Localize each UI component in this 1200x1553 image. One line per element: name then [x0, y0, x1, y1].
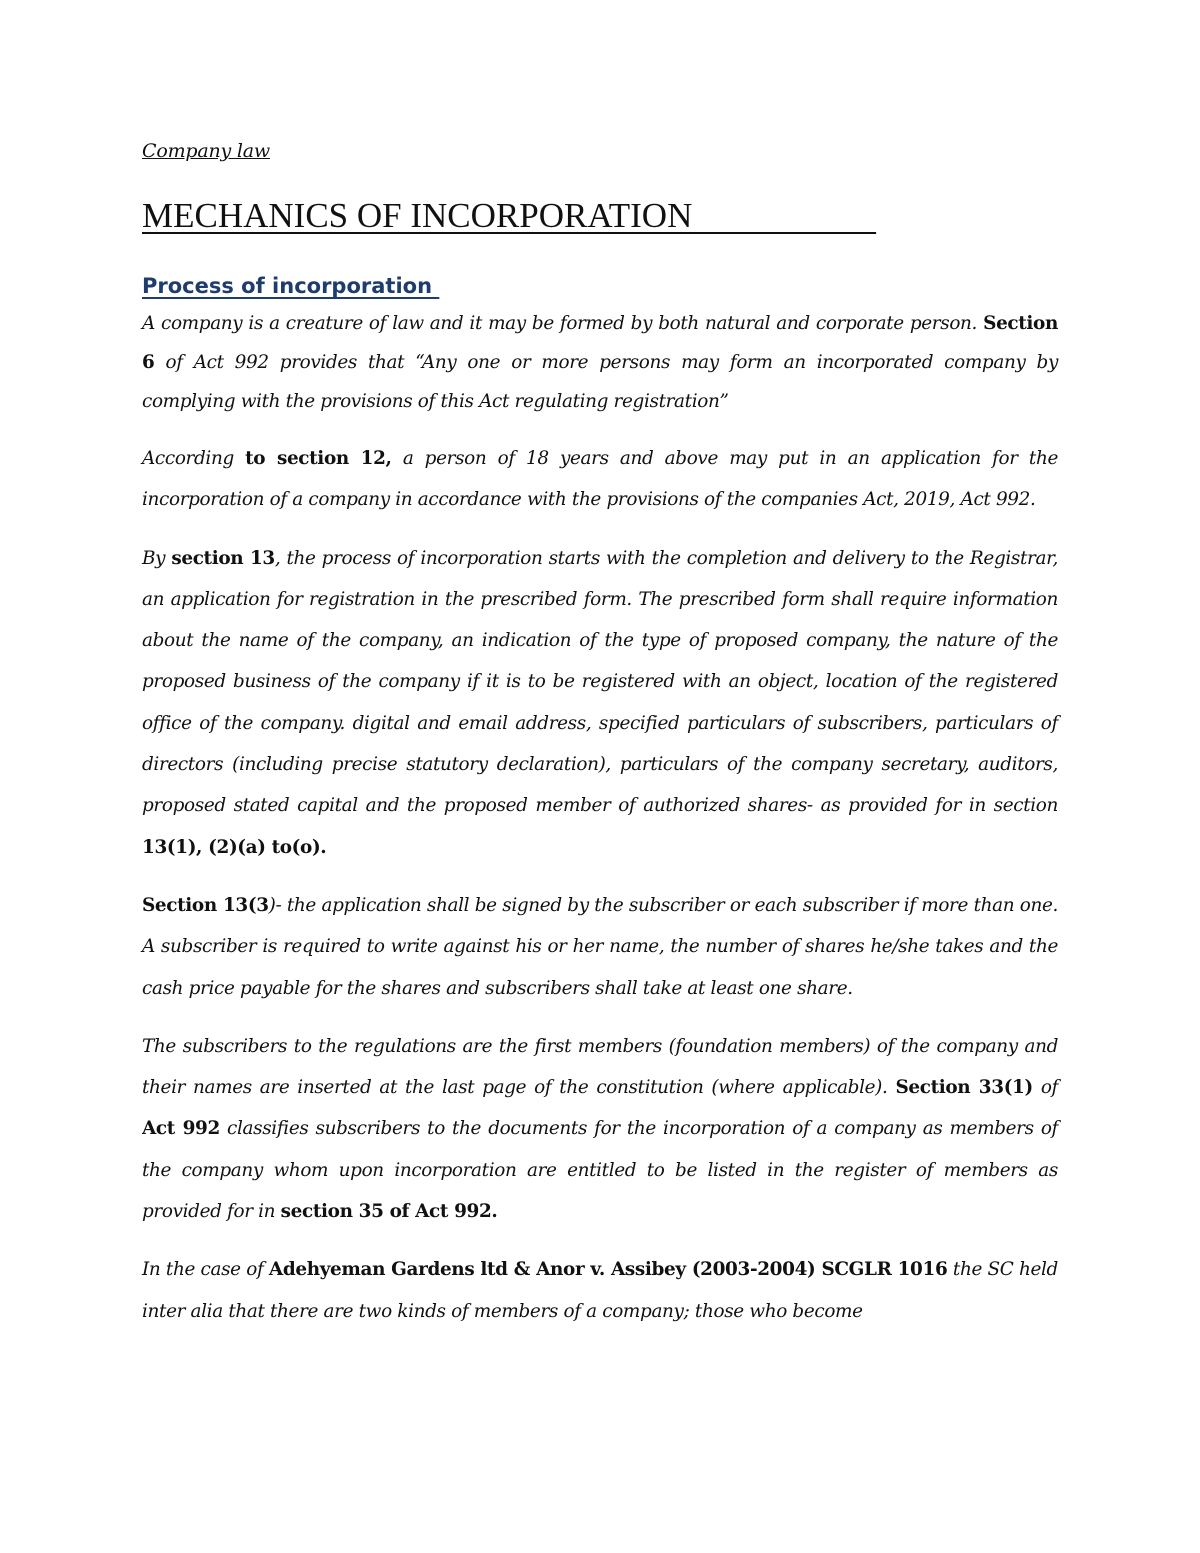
text-run: In the case of — [142, 1259, 269, 1281]
bold-text-run: Section 33(1) — [895, 1077, 1033, 1099]
bold-text-run: Section 13(3 — [142, 894, 269, 916]
bold-text-run: Act 992 — [142, 1118, 220, 1140]
text-run: By — [142, 547, 172, 569]
paragraph-section-12 — [142, 438, 1058, 521]
text-run: a person of 18 years and above may put in an application for the incorporation of a company in accordance with the provisions of the companies Act, 2019, Act 992. — [142, 448, 1058, 511]
text-run: A company is a creature of law and it may be formed by both natural and corporate person. — [142, 313, 984, 334]
section-heading: Process of incorporation — [142, 274, 440, 298]
text-run: the SC held inter alia that there are two kinds of members of a company; those who become — [142, 1259, 1058, 1322]
bold-text-run: Adehyeman Gardens ltd & Anor v. Assibey (2003-2004) SCGLR 1016 — [268, 1259, 948, 1281]
bold-text-run: Section 6 — [142, 313, 1058, 373]
text-run: classifies subscribers to the documents for the incorporation of a company as members of the company whom upon incorporation are entitled to be listed in the register of members as provided for in — [142, 1118, 1058, 1223]
text-run: According — [142, 448, 246, 469]
paragraph-section-13-3 — [142, 885, 1058, 1009]
text-run: The subscribers to the regulations are the first members (foundation members) of the company and their names are inserted at the last page of the constitution (where applicable). — [142, 1035, 1058, 1099]
document-label: Company law — [142, 140, 270, 162]
document-page — [142, 140, 1058, 1349]
text-run: of — [1032, 1077, 1058, 1099]
document-title: MECHANICS OF INCORPORATION — [142, 196, 877, 235]
paragraph-subscribers — [142, 1026, 1058, 1232]
paragraph-section-6 — [142, 304, 1058, 421]
text-run: of Act 992 provides that “Any one or more persons may form an incorporated company by complying with the provisions of this Act regulating registration” — [142, 352, 1058, 412]
bold-text-run: section 13 — [171, 547, 275, 569]
bold-text-run: section 35 of Act 992. — [280, 1201, 498, 1223]
paragraph-section-13 — [142, 538, 1058, 868]
text-run: , the process of incorporation starts with the completion and delivery to the Registrar, an application for registration in the prescribed form. The prescribed form shall require information about the name of the company, an indication of the type of proposed company, the nature of the proposed business of the company if it is to be registered with an object, location of the registered office of the company. digital and email address, specified particulars of subscribers, particulars of directors (including precise statutory declaration), particulars of the company secretary, auditors, proposed stated capital and the proposed member of authorized shares- as provided for in section — [142, 547, 1058, 817]
paragraph-case-law — [142, 1249, 1058, 1332]
bold-text-run: to section 12, — [245, 448, 392, 469]
text-run: )- the application shall be signed by the subscriber or each subscriber if more than one. A subscriber is required to write against his or her name, the number of shares he/she takes and the cash price payable for the shares and subscribers shall take at least one share. — [142, 894, 1059, 999]
bold-text-run: 13(1), (2)(a) to(o). — [142, 836, 327, 858]
